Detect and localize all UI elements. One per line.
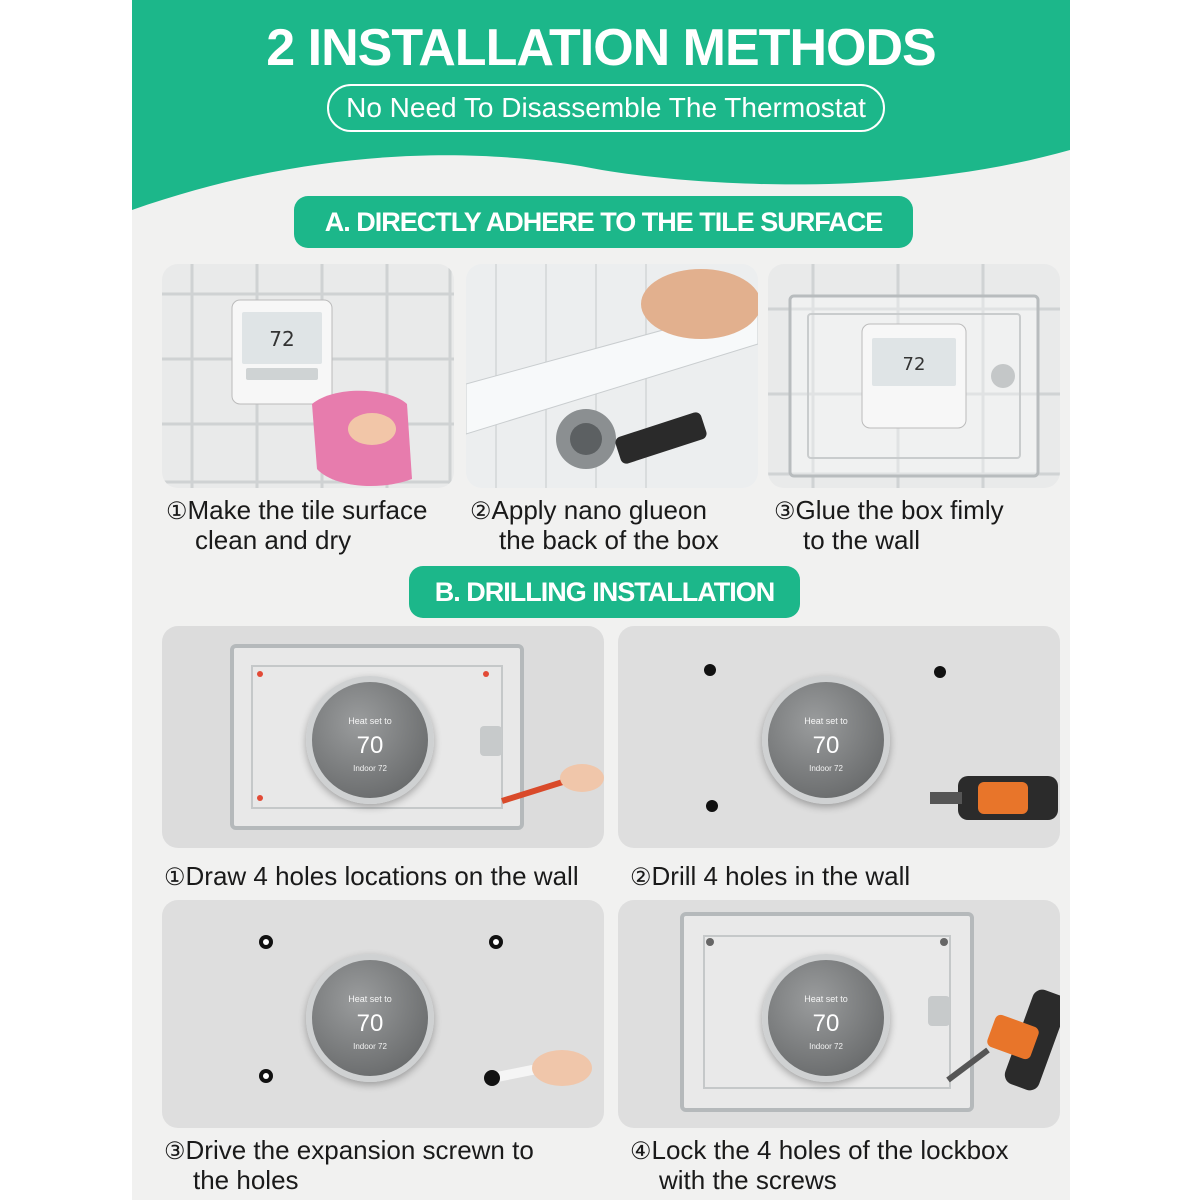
section-a-label: A. DIRECTLY ADHERE TO THE TILE SURFACE [294,196,913,248]
thermostat-dial-b1 [306,676,434,804]
step-a3-line1: Glue the box fimly [795,495,1004,525]
step-a1 [166,496,456,555]
step-b1-line1: Draw 4 holes locations on the wall [185,861,579,891]
step-b2-line1: Drill 4 holes in the wall [651,861,911,891]
a1-temp-text: 72 [269,327,295,351]
subtitle-pill: No Need To Disassemble The Thermostat [327,84,885,132]
heat-label: Heat set to [348,716,392,726]
step-b4-line2: with the screws [659,1165,837,1195]
photo-b2-drill-holes [618,626,1060,848]
step-a3-number: ③ [774,498,796,525]
photo-b1-draw-holes [162,626,604,848]
indoor-label: Indoor 72 [809,1042,843,1051]
step-b3 [164,1136,604,1195]
heat-value: 70 [812,732,840,759]
step-b4-line1: Lock the 4 holes of the lockbox [651,1135,1009,1165]
heat-value: 70 [356,1010,384,1037]
step-b2 [630,862,1060,892]
step-a1-line2: clean and dry [195,525,352,555]
photo-a2-apply-glue [466,264,758,488]
heat-label: Heat set to [348,994,392,1004]
photo-a1-clean-tile [162,264,454,488]
step-b4-number: ④ [630,1138,652,1165]
step-b3-number: ③ [164,1138,186,1165]
step-b3-line1: Drive the expansion screwn to [185,1135,534,1165]
page-title: 2 INSTALLATION METHODS [266,19,936,77]
heat-label: Heat set to [804,994,848,1004]
step-b4 [630,1136,1060,1195]
step-b3-line2: the holes [193,1165,299,1195]
step-a1-line1: Make the tile surface [187,495,428,525]
thermostat-dial-b2 [762,676,890,804]
header-banner [132,0,1070,210]
heat-label: Heat set to [804,716,848,726]
step-a3-line2: to the wall [803,525,921,555]
infographic-panel [132,0,1070,1200]
indoor-label: Indoor 72 [353,1042,387,1051]
heat-value: 70 [812,1010,840,1037]
thermostat-dial-b4 [762,954,890,1082]
step-a2 [470,496,760,555]
photo-b4-lock-screws [618,900,1060,1128]
photo-a3-box-on-wall [768,264,1060,488]
step-b2-number: ② [630,864,652,891]
svg-text:72: 72 [902,354,926,375]
heat-value: 70 [356,732,384,759]
step-a3 [774,496,1064,555]
indoor-label: Indoor 72 [809,764,843,773]
section-b-label: B. DRILLING INSTALLATION [409,566,800,618]
step-a1-number: ① [166,498,188,525]
step-a2-line1: Apply nano glueon [491,495,707,525]
step-a2-line2: the back of the box [499,525,719,555]
step-b1 [164,862,604,892]
indoor-label: Indoor 72 [353,764,387,773]
thermostat-dial-b3 [306,954,434,1082]
step-b1-number: ① [164,864,186,891]
photo-b3-expansion-screws [162,900,604,1128]
step-a2-number: ② [470,498,492,525]
